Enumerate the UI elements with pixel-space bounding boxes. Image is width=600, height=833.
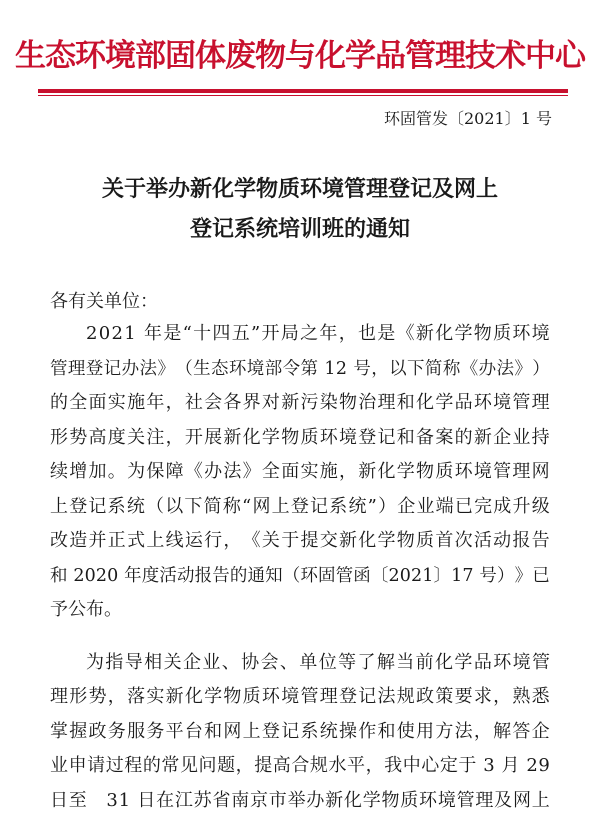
- title-line-2: 登记系统培训班的通知: [189, 217, 410, 242]
- paragraph-line: 续 增 加 。 为 保 障 《 办 法 》 全 面 实 施 ， 新 化 学 物 质 环 境 管 理 网: [50, 461, 550, 482]
- header-divider-thick: [38, 89, 568, 93]
- salutation: 各有关单位：: [50, 291, 158, 312]
- paragraph-line: 的 全 面 实 施 年 ， 社 会 各 界 对 新 污 染 物 治 理 和 化 学 品 环 境 管 理: [50, 392, 550, 413]
- paragraph-line: 和 2 0 2 0 年 度 活 动 报 告 的 通 知 （ 环 固 管 函 〔 2 0 2 1 〕 1 7 号 ） 》 已: [50, 565, 550, 586]
- paragraph-line: 理 形 势 ， 落 实 新 化 学 物 质 环 境 管 理 登 记 法 规 政 策 要 求 ， 熟 悉: [50, 686, 550, 707]
- paragraph-line: 掌 握 政 务 服 务 平 台 和 网 上 登 记 系 统 操 作 和 使 用 方 法 ， 解 答 企: [50, 720, 550, 742]
- paragraph-line: 2 0 2 1 年 是 “ 十 四 五 ” 开 局 之 年 ， 也 是 《 新 化 学 物 质 环 境: [86, 323, 550, 344]
- header-divider-thin: [38, 95, 568, 96]
- paragraph-line: 形 势 高 度 关 注 ， 开 展 新 化 学 物 质 环 境 登 记 和 备 案 的 新 企 业 持: [50, 426, 550, 448]
- paragraph-line: 改 造 并 正 式 上 线 运 行 ， 《 关 于 提 交 新 化 学 物 质 首 次 活 动 报 告: [50, 530, 550, 551]
- document-number: 环固管发〔2021〕1 号: [384, 109, 552, 128]
- issuing-organization: 生态环境部固体废物与化学品管理技术中心: [15, 38, 585, 74]
- paragraph-line: 为 指 导 相 关 企 业 、 协 会 、 单 位 等 了 解 当 前 化 学 品 环 境 管: [86, 651, 550, 673]
- paragraph-line: 业 申 请 过 程 的 常 见 问 题 ， 提 高 合 规 水 平 ， 我 中 心 定 于 3 月 2 9: [50, 755, 550, 776]
- paragraph-line: 上 登 记 系 统 （ 以 下 简 称 “ 网 上 登 记 系 统 ” ） 企 业 端 已 完 成 升 级: [50, 495, 550, 517]
- paragraph-line: 日 至 3 1 日 在 江 苏 省 南 京 市 举 办 新 化 学 物 质 环 境 管 理 及 网 上: [50, 789, 550, 811]
- document-title: [0, 170, 600, 250]
- paragraph-1: [50, 317, 550, 628]
- paragraph-line: 予公布。: [50, 599, 122, 620]
- body-text: [50, 317, 550, 818]
- paragraph-line: 管 理 登 记 办 法 》 （ 生 态 环 境 部 令 第 1 2 号 ， 以 下 简 称 《 办 法 》 ）: [50, 358, 550, 379]
- paragraph-2: [50, 646, 550, 819]
- title-line-1: 关于举办新化学物质环境管理登记及网上: [101, 177, 498, 202]
